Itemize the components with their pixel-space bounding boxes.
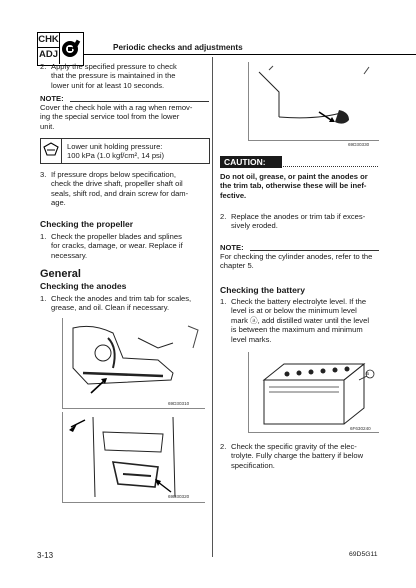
lower-unit-figure [62,318,205,409]
page-number: 3-13 [37,551,54,560]
step-3-number: 3. [40,170,47,179]
badge-chk-label: CHK [38,33,59,48]
anode-illustration [249,62,379,140]
note-2-rule [250,250,379,251]
battery-illustration [249,352,379,432]
figure-2-code: 69D30320 [168,494,190,499]
page-title: Periodic checks and adjustments [113,43,243,52]
pressure-gauge-icon [41,139,61,163]
chk-adj-badge [37,32,84,66]
gravity-step-text: Check the specific gravity of the elec- trolyte. Fully charge the battery if below specification. [231,442,364,470]
step-2-text: Apply the specified pressure to check that the pressure is maintained in the lower unit for at least 10 seconds. [51,62,177,90]
caution-rule [283,166,378,167]
lower-unit-illustration [63,318,205,408]
document-code: 69D5G11 [349,551,378,558]
column-divider [212,57,213,557]
battery-heading: Checking the battery [220,285,306,295]
propeller-heading: Checking the propeller [40,219,134,229]
wrench-inspection-icon [61,37,82,61]
battery-figure [248,352,379,433]
note-1-rule [70,101,209,102]
battery-step-text: Check the battery electrolyte level. If the level is at or below the minimum level mark ⓐ, add distilled water until the level is between the maximum and minimum level marks. [231,297,370,344]
spec-icon-cell [41,139,62,163]
propeller-step-number: 1. [40,232,47,241]
anodes-heading: Checking the anodes [40,281,127,291]
header-rule [84,54,416,55]
caution-label: CAUTION: [220,156,282,168]
trim-tab-illustration [63,412,205,502]
anodes-step-text: Check the anodes and trim tab for scales, grease, and oil. Clean if necessary. [51,294,192,313]
trim-tab-figure [62,412,205,503]
battery-step-number: 1. [220,297,227,306]
note-2-text: For checking the cylinder anodes, refer to the chapter 5. [220,252,373,271]
note-1-label: NOTE: [40,94,64,103]
anode-figure [248,62,379,141]
spec-box [40,138,210,164]
note-2-label: NOTE: [220,243,244,252]
general-heading: General [40,268,81,280]
step-2-number: 2. [40,62,47,71]
gravity-step-number: 2. [220,442,227,451]
step-3-text: If pressure drops below specification, check the drive shaft, propeller shaft oil seals, shift rod, and drain screw for dam- age. [51,170,189,208]
caution-text: Do not oil, grease, or paint the anodes or the trim tab, otherwise these will be inef- fective. [220,172,368,200]
propeller-step-text: Check the propeller blades and splines for cracks, damage, or wear. Replace if necessary. [51,232,183,260]
anodes-step-number: 1. [40,294,47,303]
spec-text: Lower unit holding pressure: 100 kPa (1.0 kgf/cm², 14 psi) [67,142,165,161]
note-1-text: Cover the check hole with a rag when remov- ing the special service tool from the lower unit. [40,103,193,131]
figure-top-right-code: 69D30330 [348,142,370,147]
replace-step-number: 2. [220,212,227,221]
figure-1-code: 69D30310 [168,401,190,406]
replace-step-text: Replace the anodes or trim tab if exces- sively eroded. [231,212,366,231]
battery-callout-a: a [366,371,369,377]
battery-figure-code: 6F630240 [350,426,371,431]
badge-adj-label: ADJ [38,49,58,60]
